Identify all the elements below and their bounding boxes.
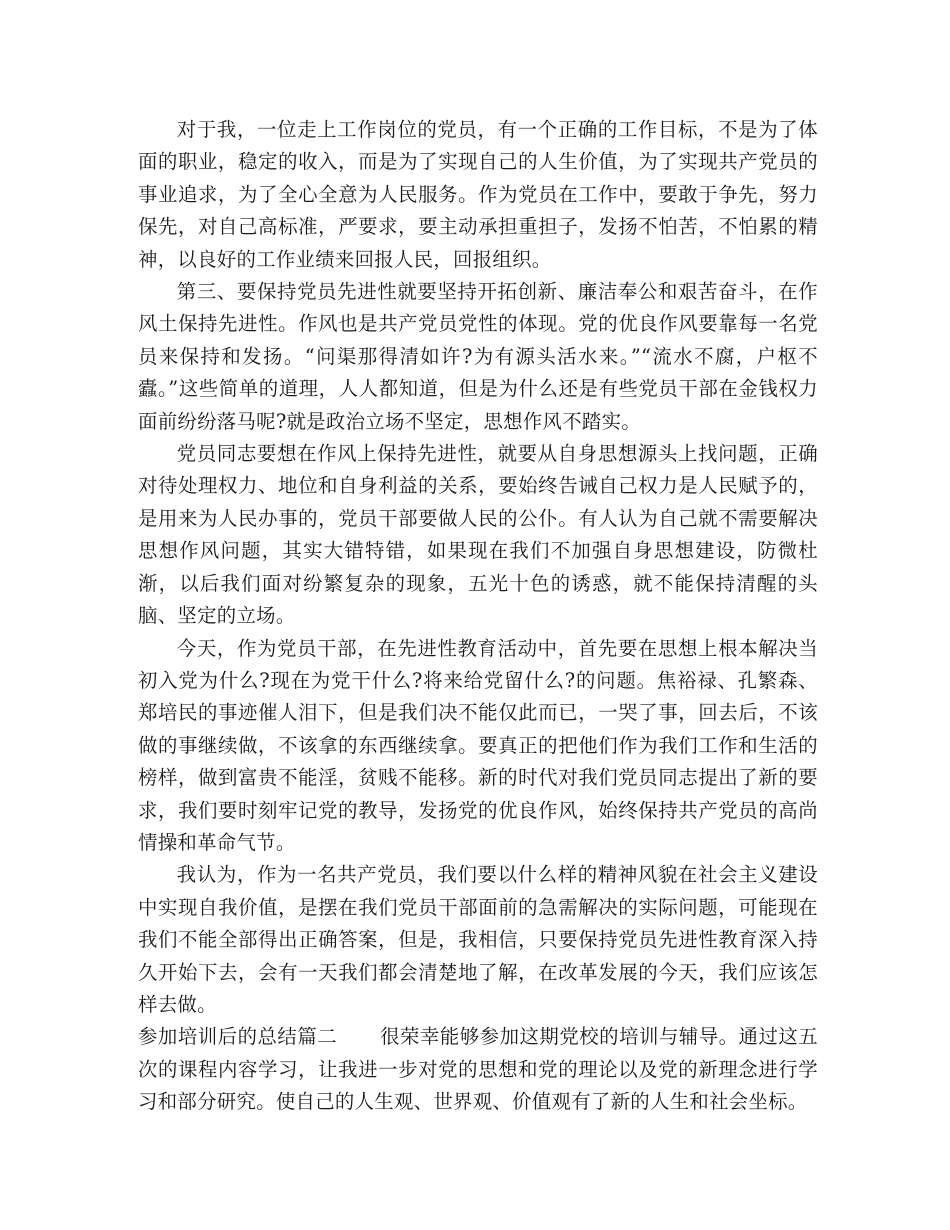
section-two xyxy=(138,1021,818,1118)
paragraph-2: 第三、要保持党员先进性就要坚持开拓创新、廉洁奉公和艰苦奋斗，在作风土保持先进性。作风也是共产党员党性的体现。党的优良作风要靠每一名党员来保持和发扬。“问渠那得清如许?为有源头活水来。”“流水不腐，户枢不蠹。”这些简单的道理，人人都知道，但是为什么还是有些党员干部在金钱权力面前纷纷落马呢?就是政治立场不坚定，思想作风不踏实。 xyxy=(138,280,818,433)
paragraph-1: 对于我，一位走上工作岗位的党员，有一个正确的工作目标，不是为了体面的职业，稳定的收入，而是为了实现自己的人生价值，为了实现共产党员的事业追求，为了全心全意为人民服务。作为党员在工作中，要敢于争先，努力保先，对自己高标准，严要求，要主动承担重担子，发扬不怕苦，不怕累的精神，以良好的工作业绩来回报人民，回报组织。 xyxy=(138,118,818,271)
section-heading: 参加培训后的总结篇二 xyxy=(138,1025,338,1049)
paragraph-3: 党员同志要想在作风上保持先进性，就要从自身思想源头上找问题，正确对待处理权力、地位和自身利益的关系，要始终告诫自己权力是人民赋予的，是用来为人民办事的，党员干部要做人民的公仆。有人认为自己就不需要解决思想作风问题，其实大错特错，如果现在我们不加强自身思想建设，防微杜渐，以后我们面对纷繁复杂的现象，五光十色的诱惑，就不能保持清醒的头脑、坚定的立场。 xyxy=(138,442,818,628)
paragraph-4: 今天，作为党员干部，在先进性教育活动中，首先要在思想上根本解决当初入党为什么?现在为党干什么?将来给党留什么?的问题。焦裕禄、孔繁森、郑培民的事迹催人泪下，但是我们决不能仅此而已，一哭了事，回去后，不该做的事继续做，不该拿的东西继续拿。要真正的把他们作为我们工作和生活的榜样，做到富贵不能淫，贫贱不能移。新的时代对我们党员同志提出了新的要求，我们要时刻牢记党的教导，发扬党的优良作风，始终保持共产党员的高尚情操和革命气节。 xyxy=(138,636,818,854)
section-body: 很荣幸能够参加这期党校的培训与辅导。通过这五次的课程内容学习，让我进一步对党的思想和党的理论以及党的新理念进行学习和部分研究。使自己的人生观、世界观、价值观有了新的人生和社会坐标。 xyxy=(138,1025,818,1114)
paragraph-5: 我认为，作为一名共产党员，我们要以什么样的精神风貌在社会主义建设中实现自我价值，是摆在我们党员干部面前的急需解决的实际问题，可能现在我们不能全部得出正确答案，但是，我相信，只要保持党员先进性教育深入持久开始下去，会有一天我们都会清楚地了解，在改革发展的今天，我们应该怎样去做。 xyxy=(138,863,818,1016)
document-body xyxy=(138,114,818,1119)
